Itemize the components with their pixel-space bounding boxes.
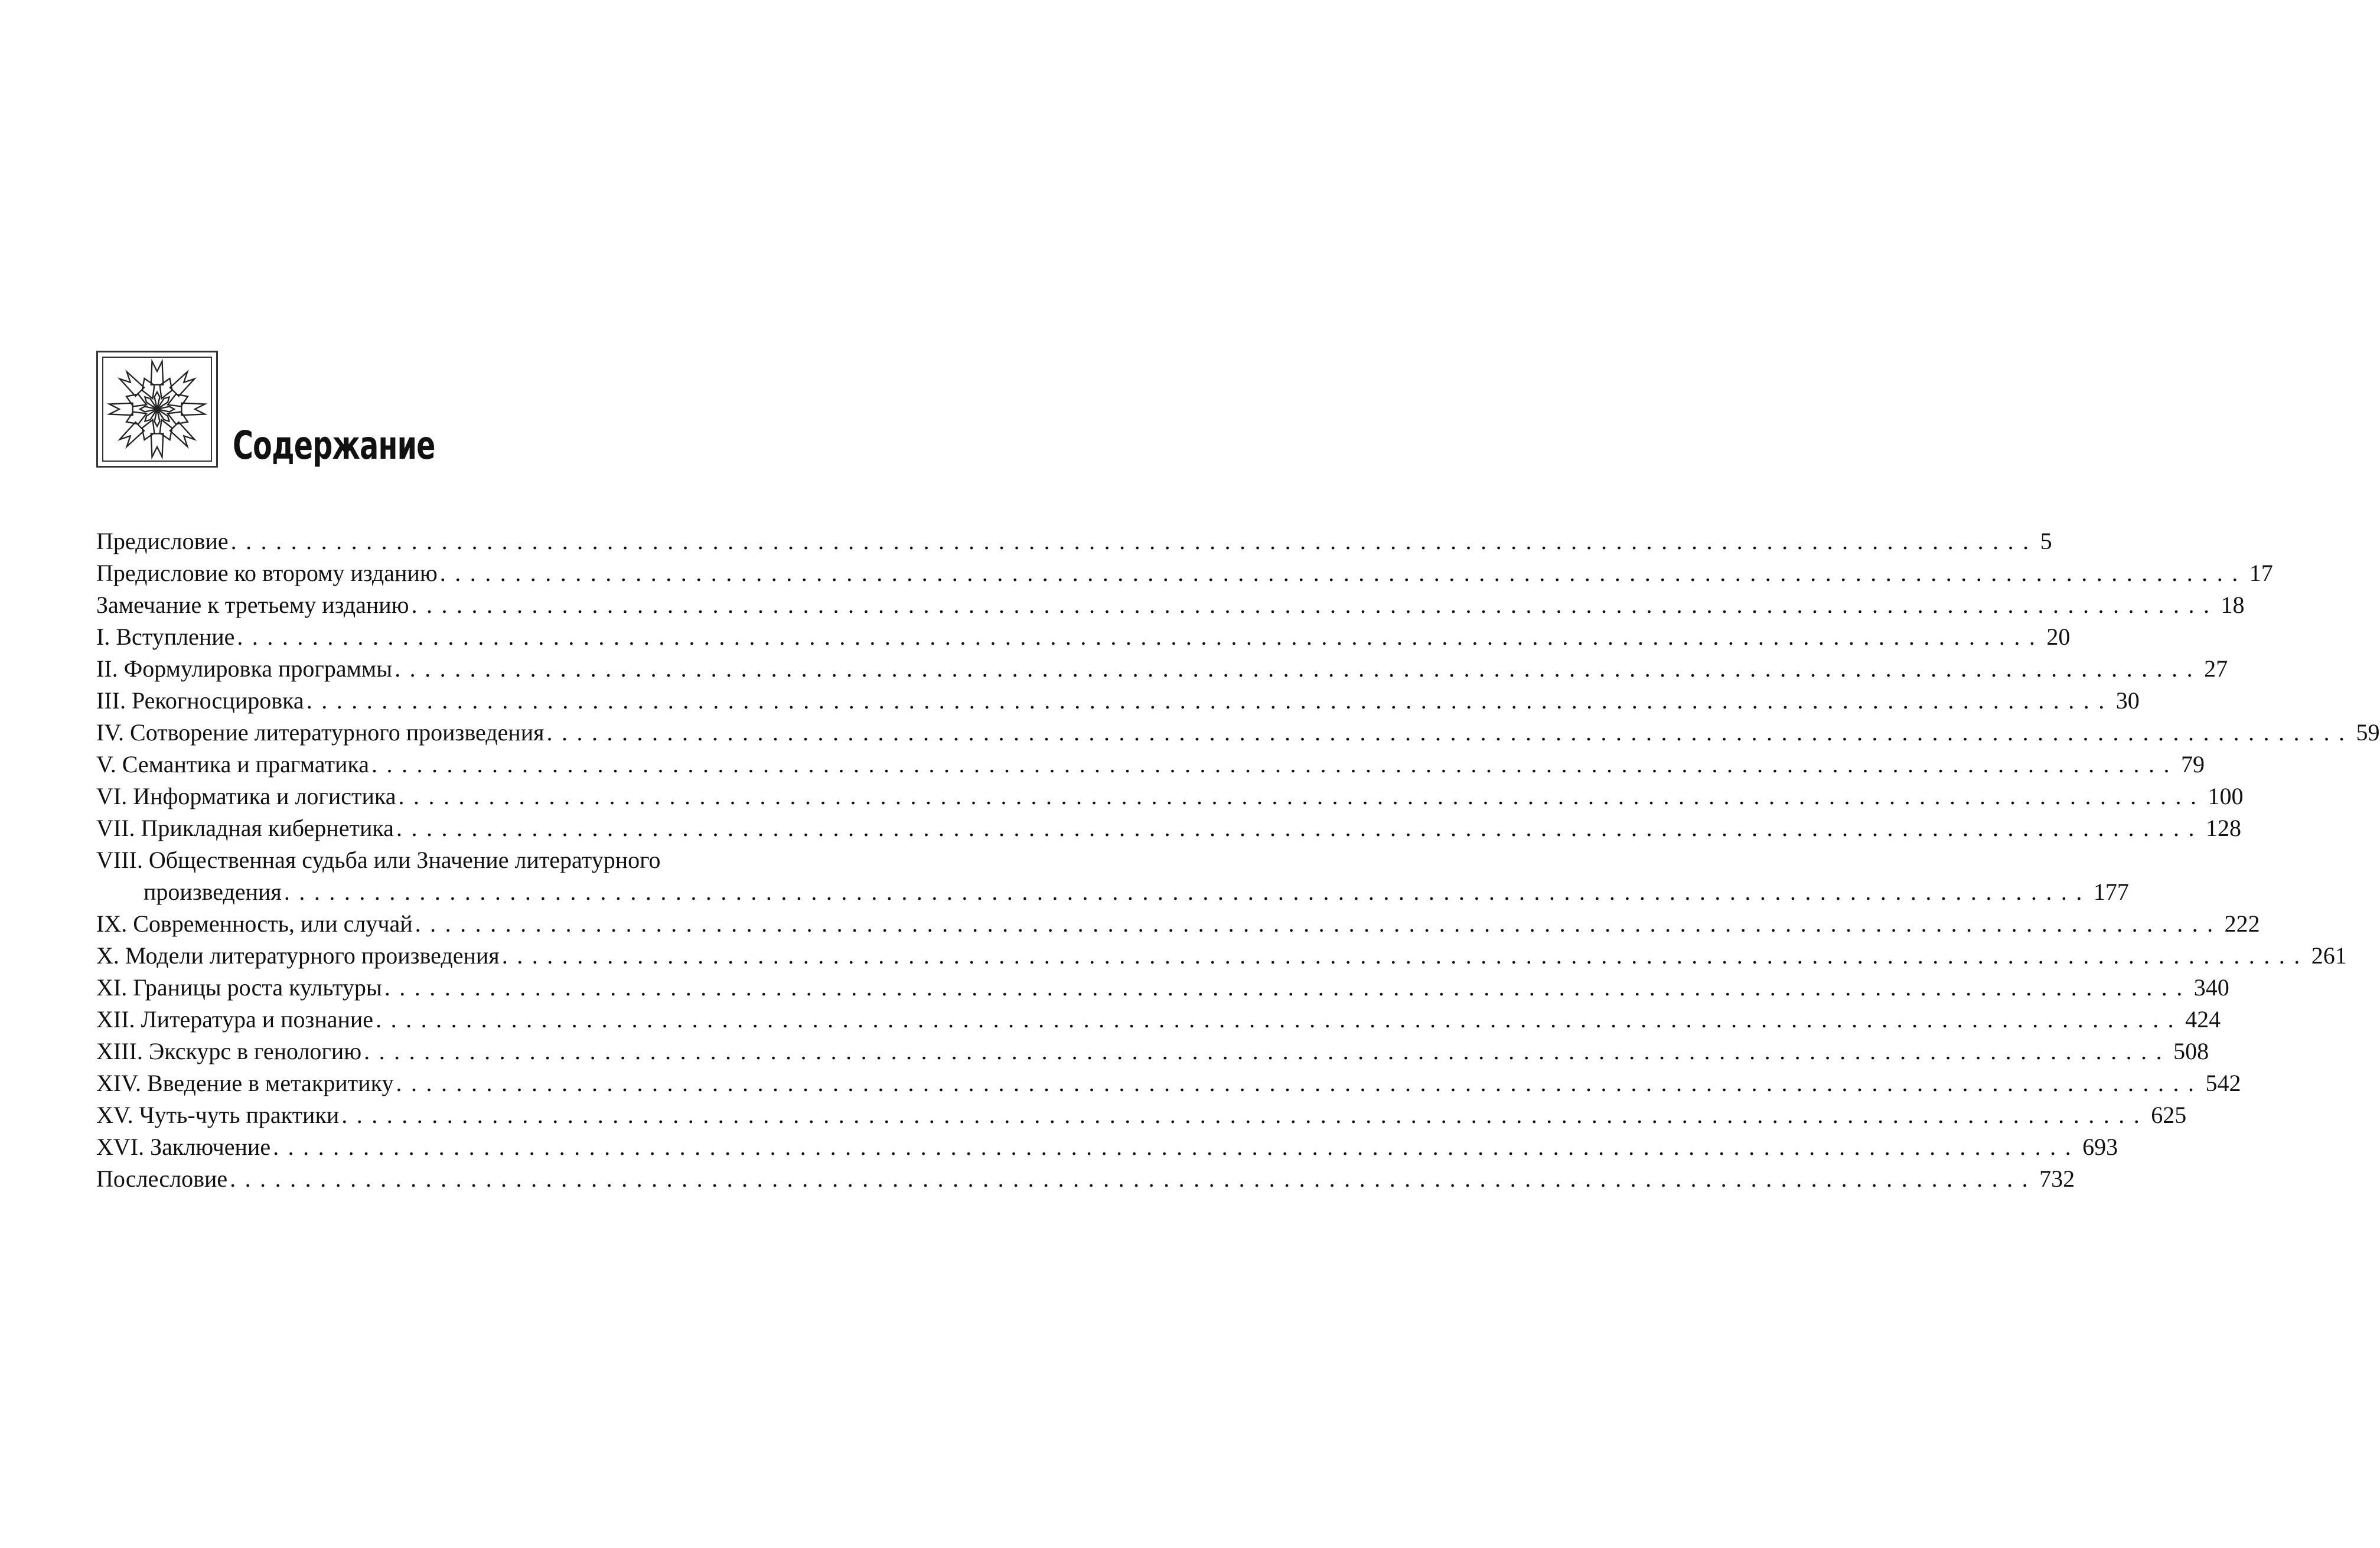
toc-entry-title-cont: произведения (144, 878, 282, 905)
dot-leader: ........................................................................................................................ (230, 528, 2038, 554)
toc-entry-page: 177 (2093, 878, 2129, 905)
toc-entry (96, 621, 2071, 653)
dot-leader: ........................................................................................................................ (439, 560, 2247, 586)
toc-entry (96, 844, 829, 876)
toc-entry-title: XIII. Экскурс в генологию (96, 1038, 362, 1064)
toc-entry-title: XII. Литература и познание (96, 1006, 374, 1033)
dot-leader: ........................................................................................................................ (411, 592, 2219, 618)
dot-leader: ........................................................................................................................ (415, 910, 2222, 937)
star-ornament-icon (98, 352, 216, 466)
toc-entry-title: XI. Границы роста культуры (96, 974, 382, 1001)
toc-entry-title: XV. Чуть-чуть практики (96, 1102, 340, 1128)
toc-entry (96, 1163, 2075, 1195)
toc-entry-continuation (96, 876, 2129, 908)
toc-entry-title: IX. Современность, или случай (96, 910, 413, 937)
dot-leader: ........................................................................................................................ (341, 1102, 2149, 1128)
toc-entry-title: XVI. Заключение (96, 1134, 271, 1160)
dot-leader: ........................................................................................................................ (398, 783, 2206, 809)
dot-leader: ........................................................................................................................ (273, 1134, 2081, 1160)
dot-leader: ........................................................................................................................ (501, 942, 2309, 969)
toc-entry (96, 940, 2347, 972)
toc-entry-title: VIII. Общественная судьба или Значение литературного (96, 847, 661, 873)
toc-entry-title: III. Рекогносцировка (96, 687, 304, 714)
toc-entry-page: 542 (2205, 1070, 2241, 1096)
dot-leader: ........................................................................................................................ (283, 878, 2091, 905)
toc-entry-page: 18 (2221, 592, 2245, 618)
toc-entry-title: Послесловие (96, 1165, 228, 1192)
toc-entry-title: Предисловие (96, 528, 229, 554)
toc-entry (96, 1099, 2187, 1131)
toc-entry-title: II. Формулировка программы (96, 655, 393, 682)
toc-entry (96, 685, 2140, 717)
dot-leader: ........................................................................................................................ (395, 655, 2202, 682)
toc-entry-page: 30 (2115, 687, 2140, 714)
toc-entry-title: I. Вступление (96, 623, 235, 650)
page-title: Содержание (233, 423, 435, 468)
toc-entry (96, 1067, 2241, 1099)
chapter-emblem (96, 351, 218, 468)
dot-leader: ........................................................................................................................ (376, 1006, 2183, 1033)
toc-entry-title: V. Семантика и прагматика (96, 751, 369, 778)
dot-leader: ........................................................................................................................ (364, 1038, 2172, 1064)
toc-entry-page: 128 (2205, 815, 2241, 841)
toc-entry-title: XIV. Введение в метакритику (96, 1070, 394, 1096)
toc-entry-page: 20 (2046, 623, 2071, 650)
toc-entry-page: 79 (2181, 751, 2205, 778)
toc-entry (96, 749, 2205, 780)
toc-entry-page: 625 (2151, 1102, 2187, 1128)
toc-entry (96, 525, 2052, 557)
toc-entry (96, 717, 2380, 749)
dot-leader: ........................................................................................................................ (396, 1070, 2203, 1096)
toc-entry (96, 1036, 2209, 1067)
toc-entry (96, 557, 2273, 589)
toc-entry-title: IV. Сотворение литературного произведения (96, 719, 545, 746)
toc-entry-page: 340 (2193, 974, 2229, 1001)
toc-entry (96, 812, 2241, 844)
toc-entry-page: 693 (2082, 1134, 2118, 1160)
toc-entry-page: 17 (2249, 560, 2273, 586)
dot-leader: ........................................................................................................................ (237, 623, 2045, 650)
toc-entry-page: 424 (2185, 1006, 2221, 1033)
toc-entry-page: 100 (2208, 783, 2244, 809)
toc-entry-title: VI. Информатика и логистика (96, 783, 396, 809)
toc-entry-page: 27 (2204, 655, 2228, 682)
toc-entry-page: 59 (2356, 719, 2380, 746)
toc-entry-page: 5 (2040, 528, 2052, 554)
dot-leader: ........................................................................................................................ (546, 719, 2354, 746)
dot-leader: ........................................................................................................................ (306, 687, 2114, 714)
table-of-contents (96, 525, 2380, 1195)
toc-entry-page: 261 (2311, 942, 2347, 969)
toc-entry (96, 589, 2245, 621)
toc-entry (96, 972, 2229, 1004)
toc-entry-title: Предисловие ко второму изданию (96, 560, 438, 586)
toc-entry-page: 508 (2173, 1038, 2209, 1064)
dot-leader: ........................................................................................................................ (396, 815, 2203, 841)
toc-entry-title: X. Модели литературного произведения (96, 942, 500, 969)
toc-entry (96, 1004, 2221, 1036)
toc-entry-title: VII. Прикладная кибернетика (96, 815, 394, 841)
toc-entry (96, 780, 2244, 812)
dot-leader: ........................................................................................................................ (384, 974, 2192, 1001)
toc-entry-page: 732 (2039, 1165, 2075, 1192)
toc-entry-title: Замечание к третьему изданию (96, 592, 409, 618)
toc-entry (96, 1131, 2118, 1163)
toc-entry-page: 222 (2224, 910, 2260, 937)
toc-entry (96, 908, 2260, 940)
dot-leader: ........................................................................................................................ (230, 1165, 2037, 1192)
dot-leader: ........................................................................................................................ (371, 751, 2179, 778)
toc-entry (96, 653, 2228, 685)
